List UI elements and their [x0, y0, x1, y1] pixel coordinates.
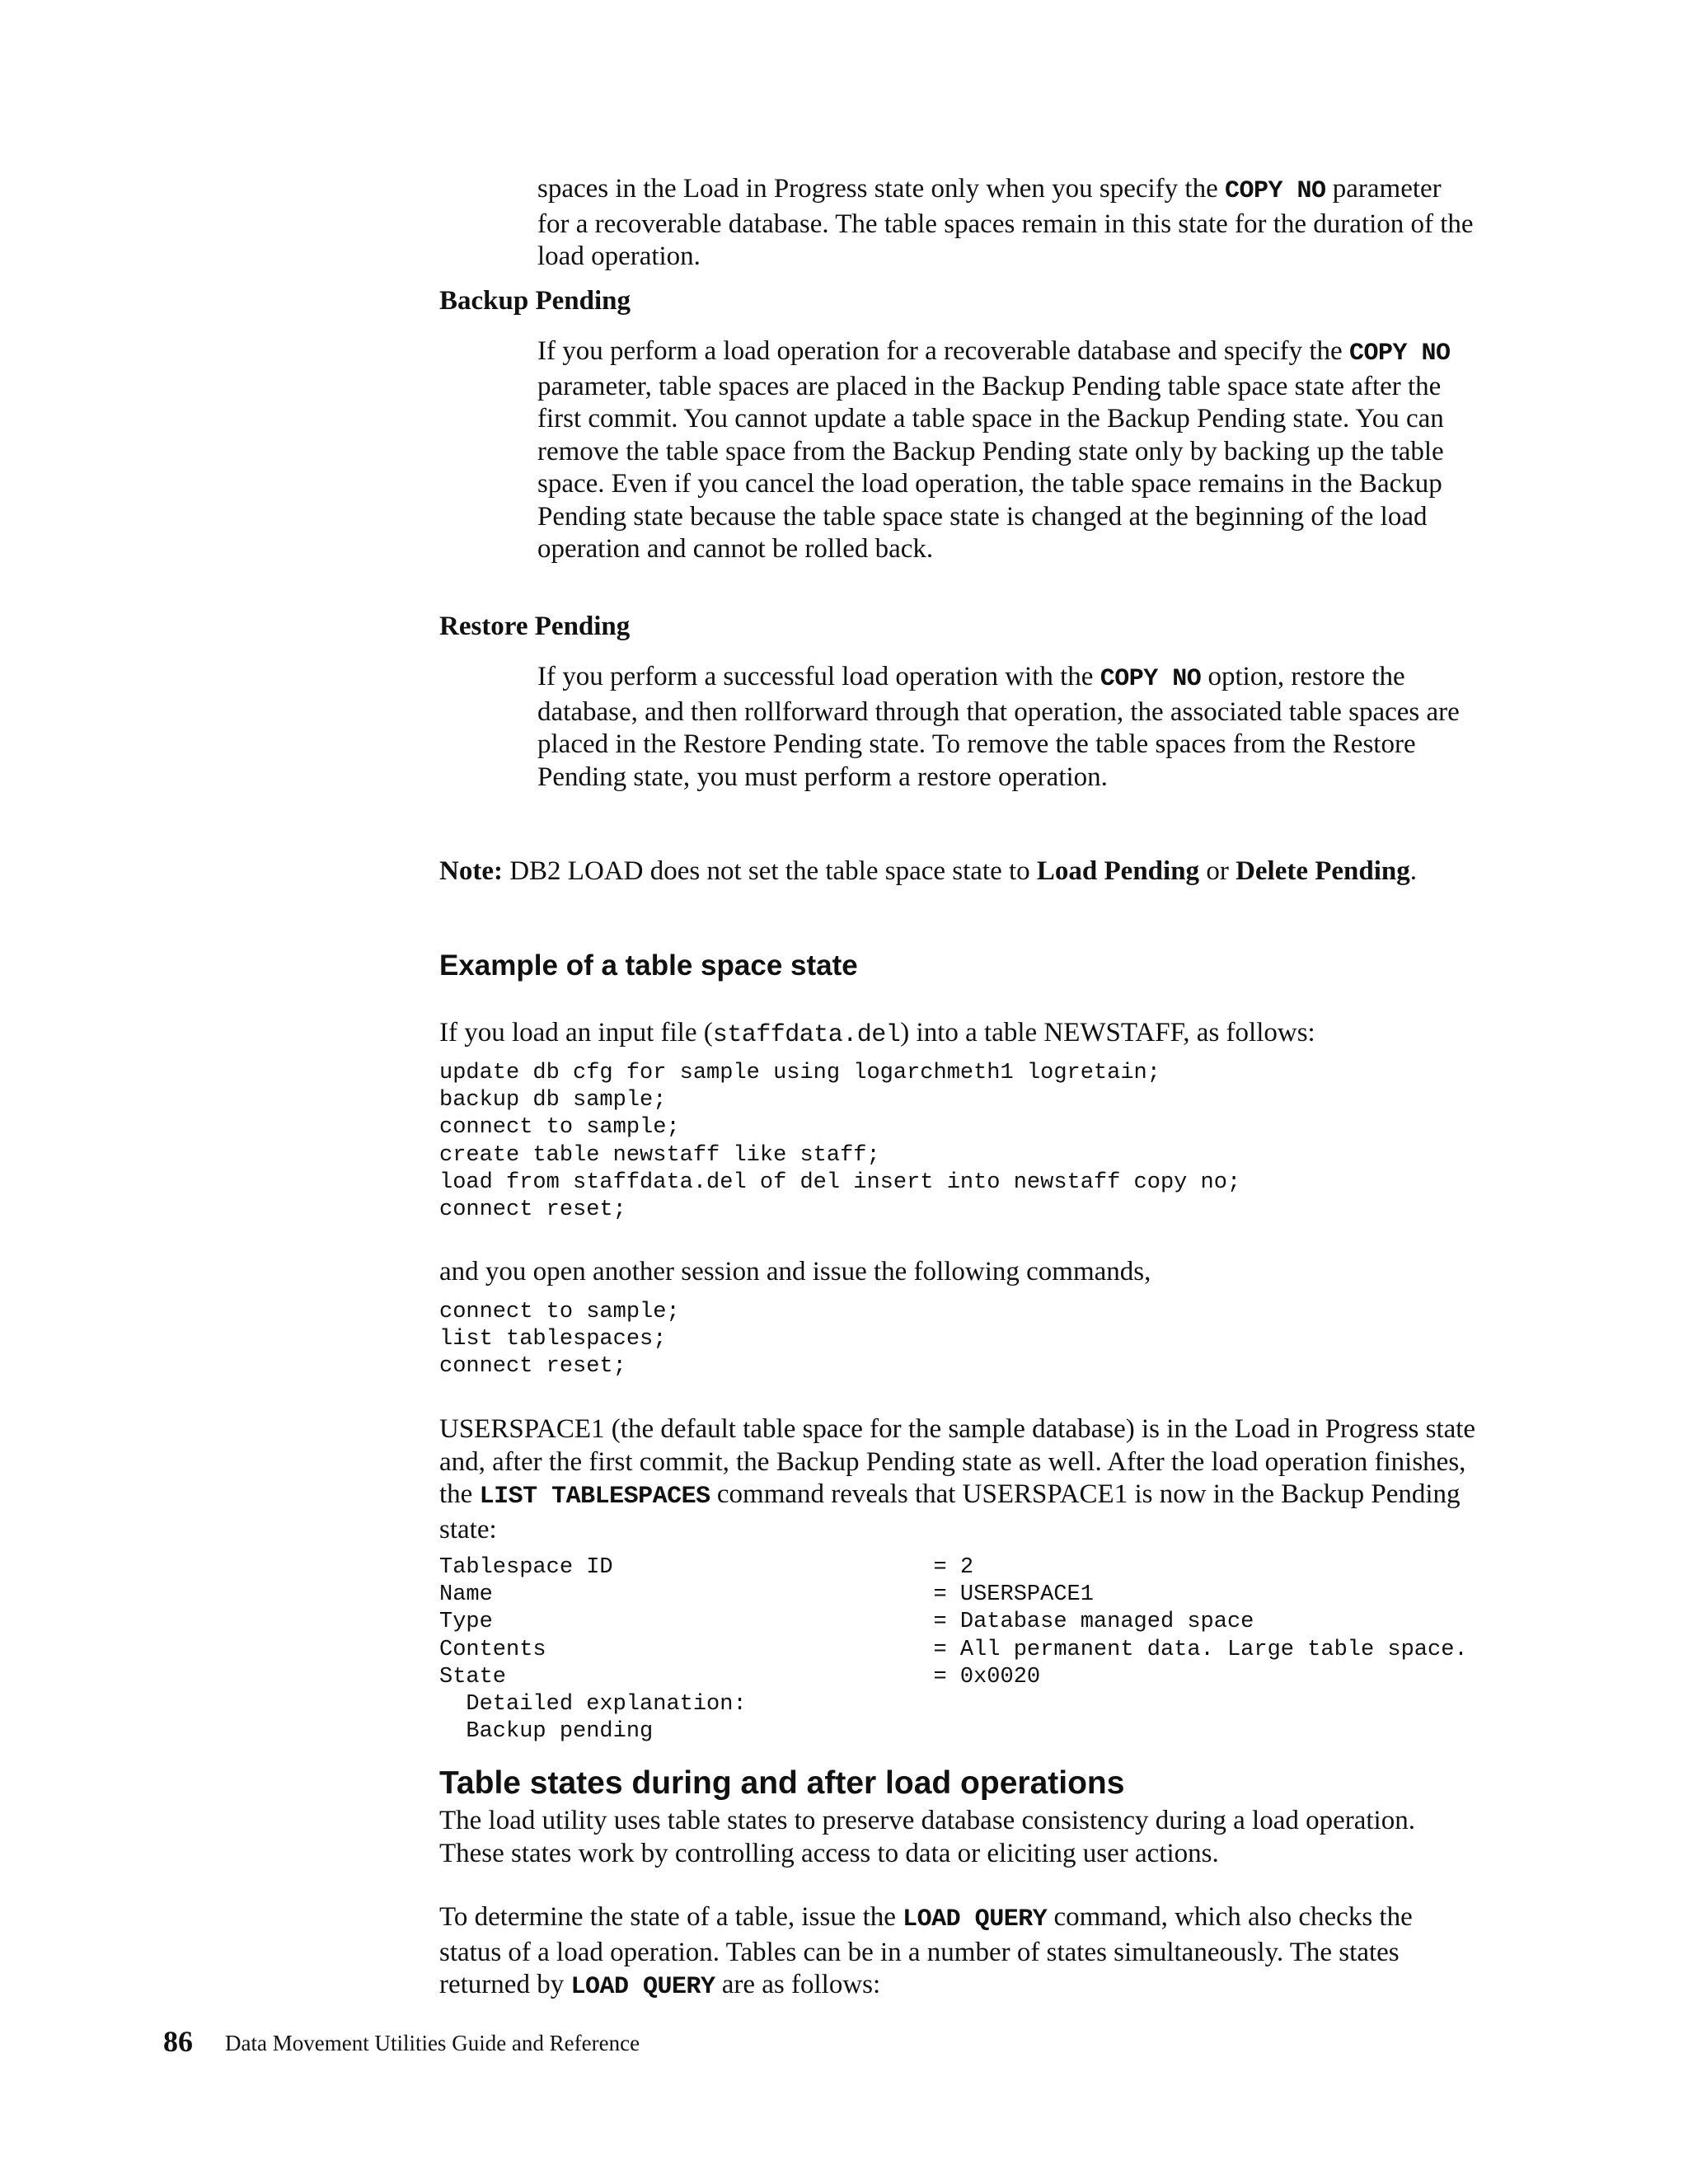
code-block-load-commands: update db cfg for sample using logarchmeth1 logretain; backup db sample; connect to sample; create table newstaff like staff; load from staffdata.del of del insert into newstaff copy no; connect reset; — [439, 1061, 1241, 1223]
restore-pending-paragraph — [537, 661, 1477, 794]
command-copy-no: COPY NO — [1348, 340, 1451, 368]
book-title: Data Movement Utilities Guide and Reference — [225, 2031, 640, 2055]
text-run: or — [1199, 856, 1236, 886]
page-number: 86 — [163, 2025, 193, 2058]
command-load-query: LOAD QUERY — [570, 1973, 715, 2001]
term-backup-pending: Backup Pending — [439, 286, 631, 316]
userspace-paragraph — [439, 1413, 1478, 1546]
text-run: spaces in the Load in Progress state only when you specify the — [537, 174, 1225, 204]
text-run: DB2 LOAD does not set the table space state to — [502, 856, 1037, 886]
text-run: parameter for a recoverable database. The table spaces remain in this state for the duration of the load operation. — [537, 174, 1474, 271]
term-restore-pending: Restore Pending — [439, 612, 631, 641]
text-run: If you perform a load operation for a recoverable database and specify the — [537, 336, 1349, 366]
example-intro — [439, 1017, 1478, 1052]
section-heading-example: Example of a table space state — [439, 949, 858, 982]
bold-term: Load Pending — [1036, 856, 1200, 886]
text-run: are as follows: — [715, 1970, 881, 1999]
table-states-paragraph-2 — [439, 1901, 1478, 2004]
section-heading-table-states: Table states during and after load operations — [439, 1765, 1125, 1801]
text-run: . — [1409, 856, 1418, 886]
note-label: Note: — [439, 856, 503, 886]
table-states-paragraph-1: The load utility uses table states to preserve database consistency during a load operation. These states work by controlling access to data or eliciting user actions. — [439, 1806, 1415, 1868]
note-paragraph — [439, 855, 1478, 888]
command-copy-no: COPY NO — [1100, 665, 1202, 693]
text-run: USERSPACE1 (the default table space for the sample database) is in the Load in Progress state and, after the first commit, the Backup Pending state as well. After the load operation finishes, the — [439, 1414, 1476, 1509]
load-in-progress-paragraph — [537, 173, 1477, 274]
command-list-tablespaces: LIST TABLESPACES — [479, 1483, 710, 1511]
text-run: To determine the state of a table, issue the — [439, 1902, 903, 1932]
inline-code-filename: staffdata.del — [712, 1021, 901, 1049]
text-run: command reveals that USERSPACE1 is now in the Backup Pending state: — [439, 1479, 1461, 1544]
command-copy-no: COPY NO — [1224, 177, 1326, 205]
text-run: ) into a table NEWSTAFF, as follows: — [900, 1018, 1315, 1047]
text-run: option, restore the database, and then rollforward through that operation, the associated table spaces are placed in the Restore Pending state. To remove the table spaces from the Restore Pending state, you must perform a restore operation. — [537, 662, 1460, 792]
text-run: command, which also checks the status of a load operation. Tables can be in a number of states simultaneously. The states returned by — [439, 1902, 1413, 1999]
text-run: If you load an input file ( — [439, 1018, 713, 1047]
backup-pending-paragraph — [537, 335, 1477, 566]
bold-term: Delete Pending — [1236, 856, 1410, 886]
text-run: parameter, table spaces are placed in the Backup Pending table space state after the first commit. You cannot update a table space in the Backup Pending state. You can remove the table space from the Backup Pending state only by backing up the table space. Even if you cancel the load operation, the table space remains in the Backup Pending state because the table space state is changed at the beginning of the load operation and cannot be rolled back. — [537, 371, 1444, 564]
command-load-query: LOAD QUERY — [903, 1905, 1048, 1933]
text-run: If you perform a successful load operation with the — [537, 662, 1100, 691]
code-block-session-commands: connect to sample; list tablespaces; connect reset; — [439, 1300, 680, 1380]
code-block-tablespace-output: Tablespace ID = 2 Name = USERSPACE1 Type = Database managed space Contents = All permanent data. Large table space. State = 0x0020 Detailed explanation: Backup pending — [439, 1555, 1468, 1745]
example-mid-text: and you open another session and issue the following commands, — [439, 1257, 1151, 1286]
